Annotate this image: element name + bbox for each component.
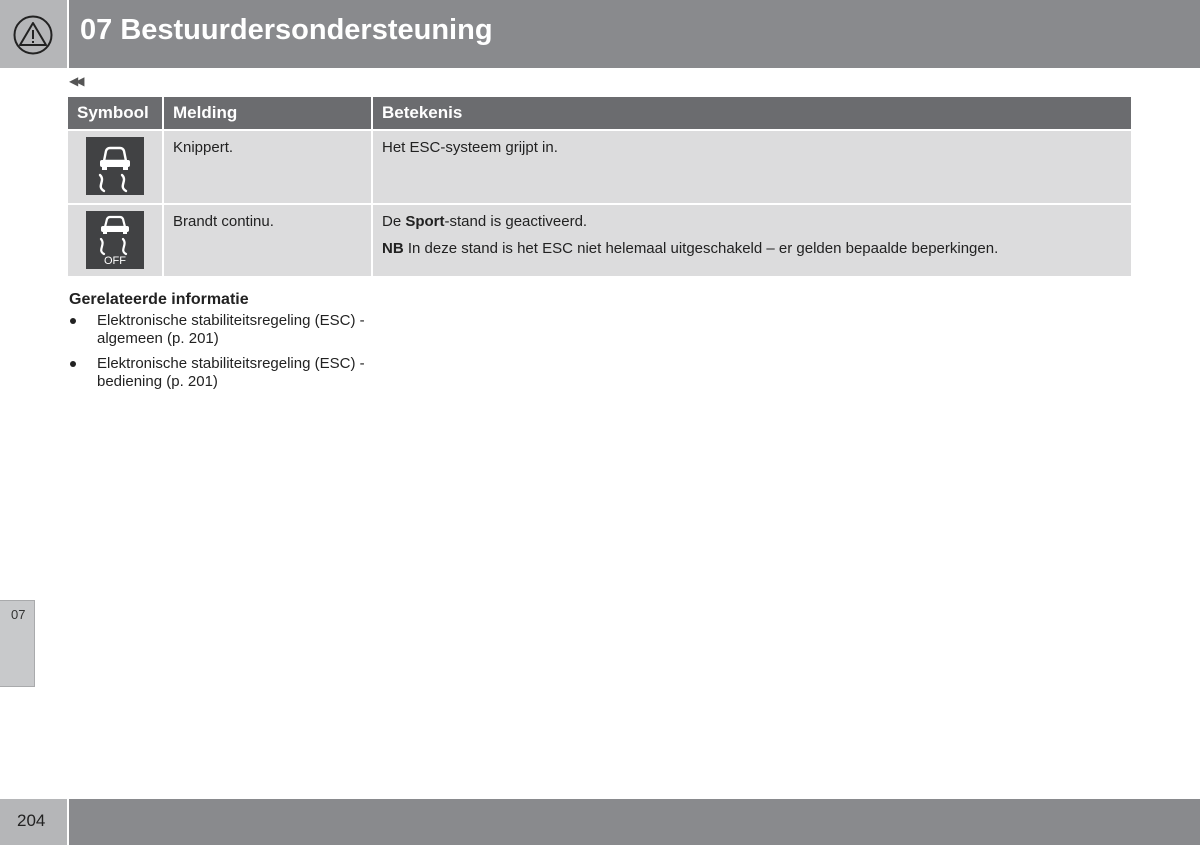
column-header-betekenis: Betekenis bbox=[372, 97, 1131, 130]
note-text: In deze stand is het ESC niet helemaal uitgeschakeld – er gelden bepaalde beperkingen. bbox=[403, 240, 999, 257]
list-item[interactable] bbox=[69, 312, 399, 348]
table-row bbox=[68, 130, 1131, 204]
betekenis-cell: Het ESC-systeem grijpt in. bbox=[372, 130, 1131, 204]
table-row bbox=[68, 204, 1131, 277]
sport-mode-term: Sport bbox=[405, 213, 445, 230]
list-item[interactable] bbox=[69, 355, 399, 391]
betekenis-cell bbox=[372, 204, 1131, 277]
double-chevron-left-icon[interactable]: ◀◀ bbox=[69, 74, 82, 88]
related-link[interactable]: Elektronische stabiliteitsregeling (ESC) - bediening (p. 201) bbox=[97, 355, 365, 390]
esc-indicator-table bbox=[68, 97, 1131, 278]
melding-cell: Brandt continu. bbox=[163, 204, 372, 277]
column-header-melding: Melding bbox=[163, 97, 372, 130]
table-header-row bbox=[68, 97, 1131, 130]
page-number: 204 bbox=[17, 811, 46, 830]
symbol-cell bbox=[68, 130, 163, 204]
warning-triangle-icon bbox=[13, 15, 53, 55]
melding-cell: Knippert. bbox=[163, 130, 372, 204]
esc-skid-icon bbox=[86, 137, 144, 195]
betekenis-text: -stand is geactiveerd. bbox=[444, 213, 588, 230]
related-info-heading: Gerelateerde informatie bbox=[69, 291, 249, 308]
note-line bbox=[382, 240, 1122, 257]
bullet-icon bbox=[70, 318, 76, 324]
chapter-tab-label: 07 bbox=[11, 607, 26, 622]
betekenis-text: De bbox=[382, 213, 406, 230]
related-link[interactable]: Elektronische stabiliteitsregeling (ESC) - algemeen (p. 201) bbox=[97, 312, 365, 347]
column-header-symbol: Symbool bbox=[68, 97, 163, 130]
footer-bar bbox=[69, 799, 1200, 845]
bullet-icon bbox=[70, 361, 76, 367]
betekenis-line bbox=[382, 213, 1122, 230]
symbol-cell bbox=[68, 204, 163, 277]
off-label: OFF bbox=[104, 255, 126, 267]
esc-off-icon bbox=[86, 211, 144, 269]
note-label: NB bbox=[382, 240, 404, 257]
page-title: 07 Bestuurdersondersteuning bbox=[80, 14, 493, 46]
related-info-list bbox=[69, 312, 399, 398]
